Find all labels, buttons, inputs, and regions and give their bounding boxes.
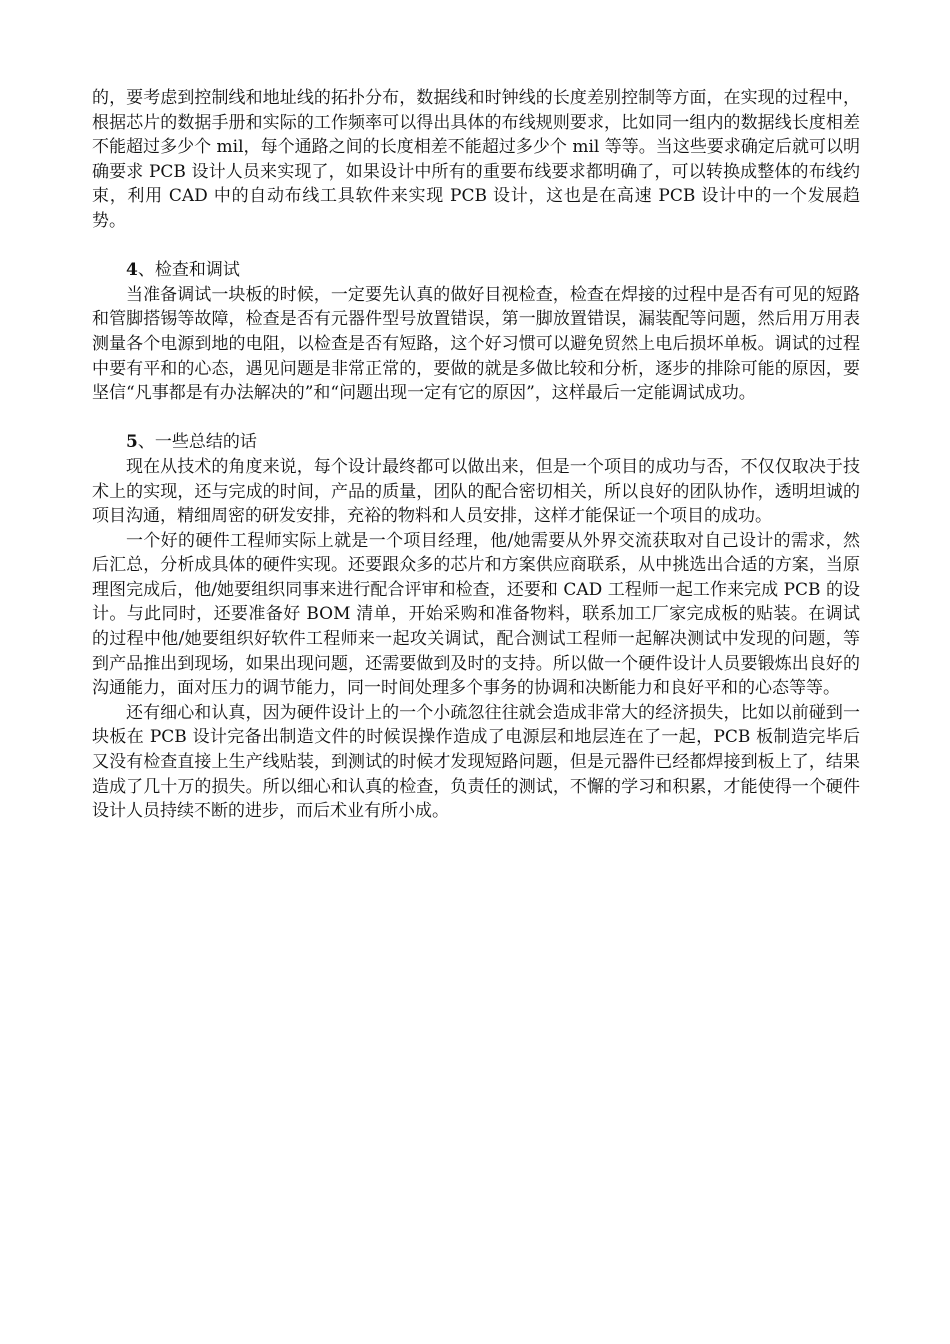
section-5 (92, 430, 860, 824)
section-title: 、一些总结的话 (137, 432, 257, 453)
body-paragraph: 还有细心和认真，因为硬件设计上的一个小疏忽往往就会造成非常大的经济损失，比如以前碰到一块板在 PCB 设计完备出制造文件的时候误操作造成了电源层和地层连在了一起，PCB 板制造完毕后又没有检查直接上生产线贴装，到测试的时候才发现短路问题，但是元器件已经都焊接到板上了，结果造成了几十万的损失。所以细心和认真的检查，负责任的测试，不懈的学习和积累，才能使得一个硬件设计人员持续不断的进步，而后术业有所小成。 (92, 702, 860, 822)
section-number: 4 (126, 260, 138, 281)
section-heading (92, 430, 860, 455)
document-page (92, 86, 860, 824)
body-paragraph: 一个好的硬件工程师实际上就是一个项目经理，他/她需要从外界交流获取对自己设计的需求，然后汇总，分析成具体的硬件实现。还要跟众多的芯片和方案供应商联系，从中挑选出合适的方案，当原理图完成后，他/她要组织同事来进行配合评审和检查，还要和 CAD 工程师一起工作来完成 PCB 的设计。与此同时，还要准备好 BOM 清单，开始采购和准备物料，联系加工厂家完成板的贴装。在调试的过程中他/她要组织好软件工程师来一起攻关调试，配合测试工程师一起解决测试中发现的问题，等到产品推出到现场，如果出现问题，还需要做到及时的支持。所以做一个硬件设计人员要锻炼出良好的沟通能力，面对压力的调节能力，同一时间处理多个事务的协调和决断能力和良好平和的心态等等。 (92, 530, 860, 699)
section-4 (92, 258, 860, 406)
intro-paragraph: 的，要考虑到控制线和地址线的拓扑分布，数据线和时钟线的长度差别控制等方面，在实现的过程中，根据芯片的数据手册和实际的工作频率可以得出具体的布线规则要求，比如同一组内的数据线长度相差不能超过多少个 mil，每个通路之间的长度相差不能超过多少个 mil 等等。当这些要求确定后就可以明确要求 PCB 设计人员来实现了，如果设计中所有的重要布线要求都明确了，可以转换成整体的布线约束，利用 CAD 中的自动布线工具软件来实现 PCB 设计，这也是在高速 PCB 设计中的一个发展趋势。 (92, 88, 860, 231)
section-number: 5 (126, 432, 138, 453)
section-heading (92, 258, 860, 283)
section-title: 、检查和调试 (137, 260, 240, 281)
body-paragraph: 现在从技术的角度来说，每个设计最终都可以做出来，但是一个项目的成功与否，不仅仅取决于技术上的实现，还与完成的时间，产品的质量，团队的配合密切相关，所以良好的团队协作，透明坦诚的项目沟通，精细周密的研发安排，充裕的物料和人员安排，这样才能保证一个项目的成功。 (92, 456, 860, 527)
body-paragraph: 当准备调试一块板的时候，一定要先认真的做好目视检查，检查在焊接的过程中是否有可见的短路和管脚搭锡等故障，检查是否有元器件型号放置错误，第一脚放置错误，漏装配等问题，然后用万用表测量各个电源到地的电阻，以检查是否有短路，这个好习惯可以避免贸然上电后损坏单板。调试的过程中要有平和的心态，遇见问题是非常正常的，要做的就是多做比较和分析，逐步的排除可能的原因，要坚信“凡事都是有办法解决的”和“问题出现一定有它的原因”，这样最后一定能调试成功。 (92, 284, 860, 404)
